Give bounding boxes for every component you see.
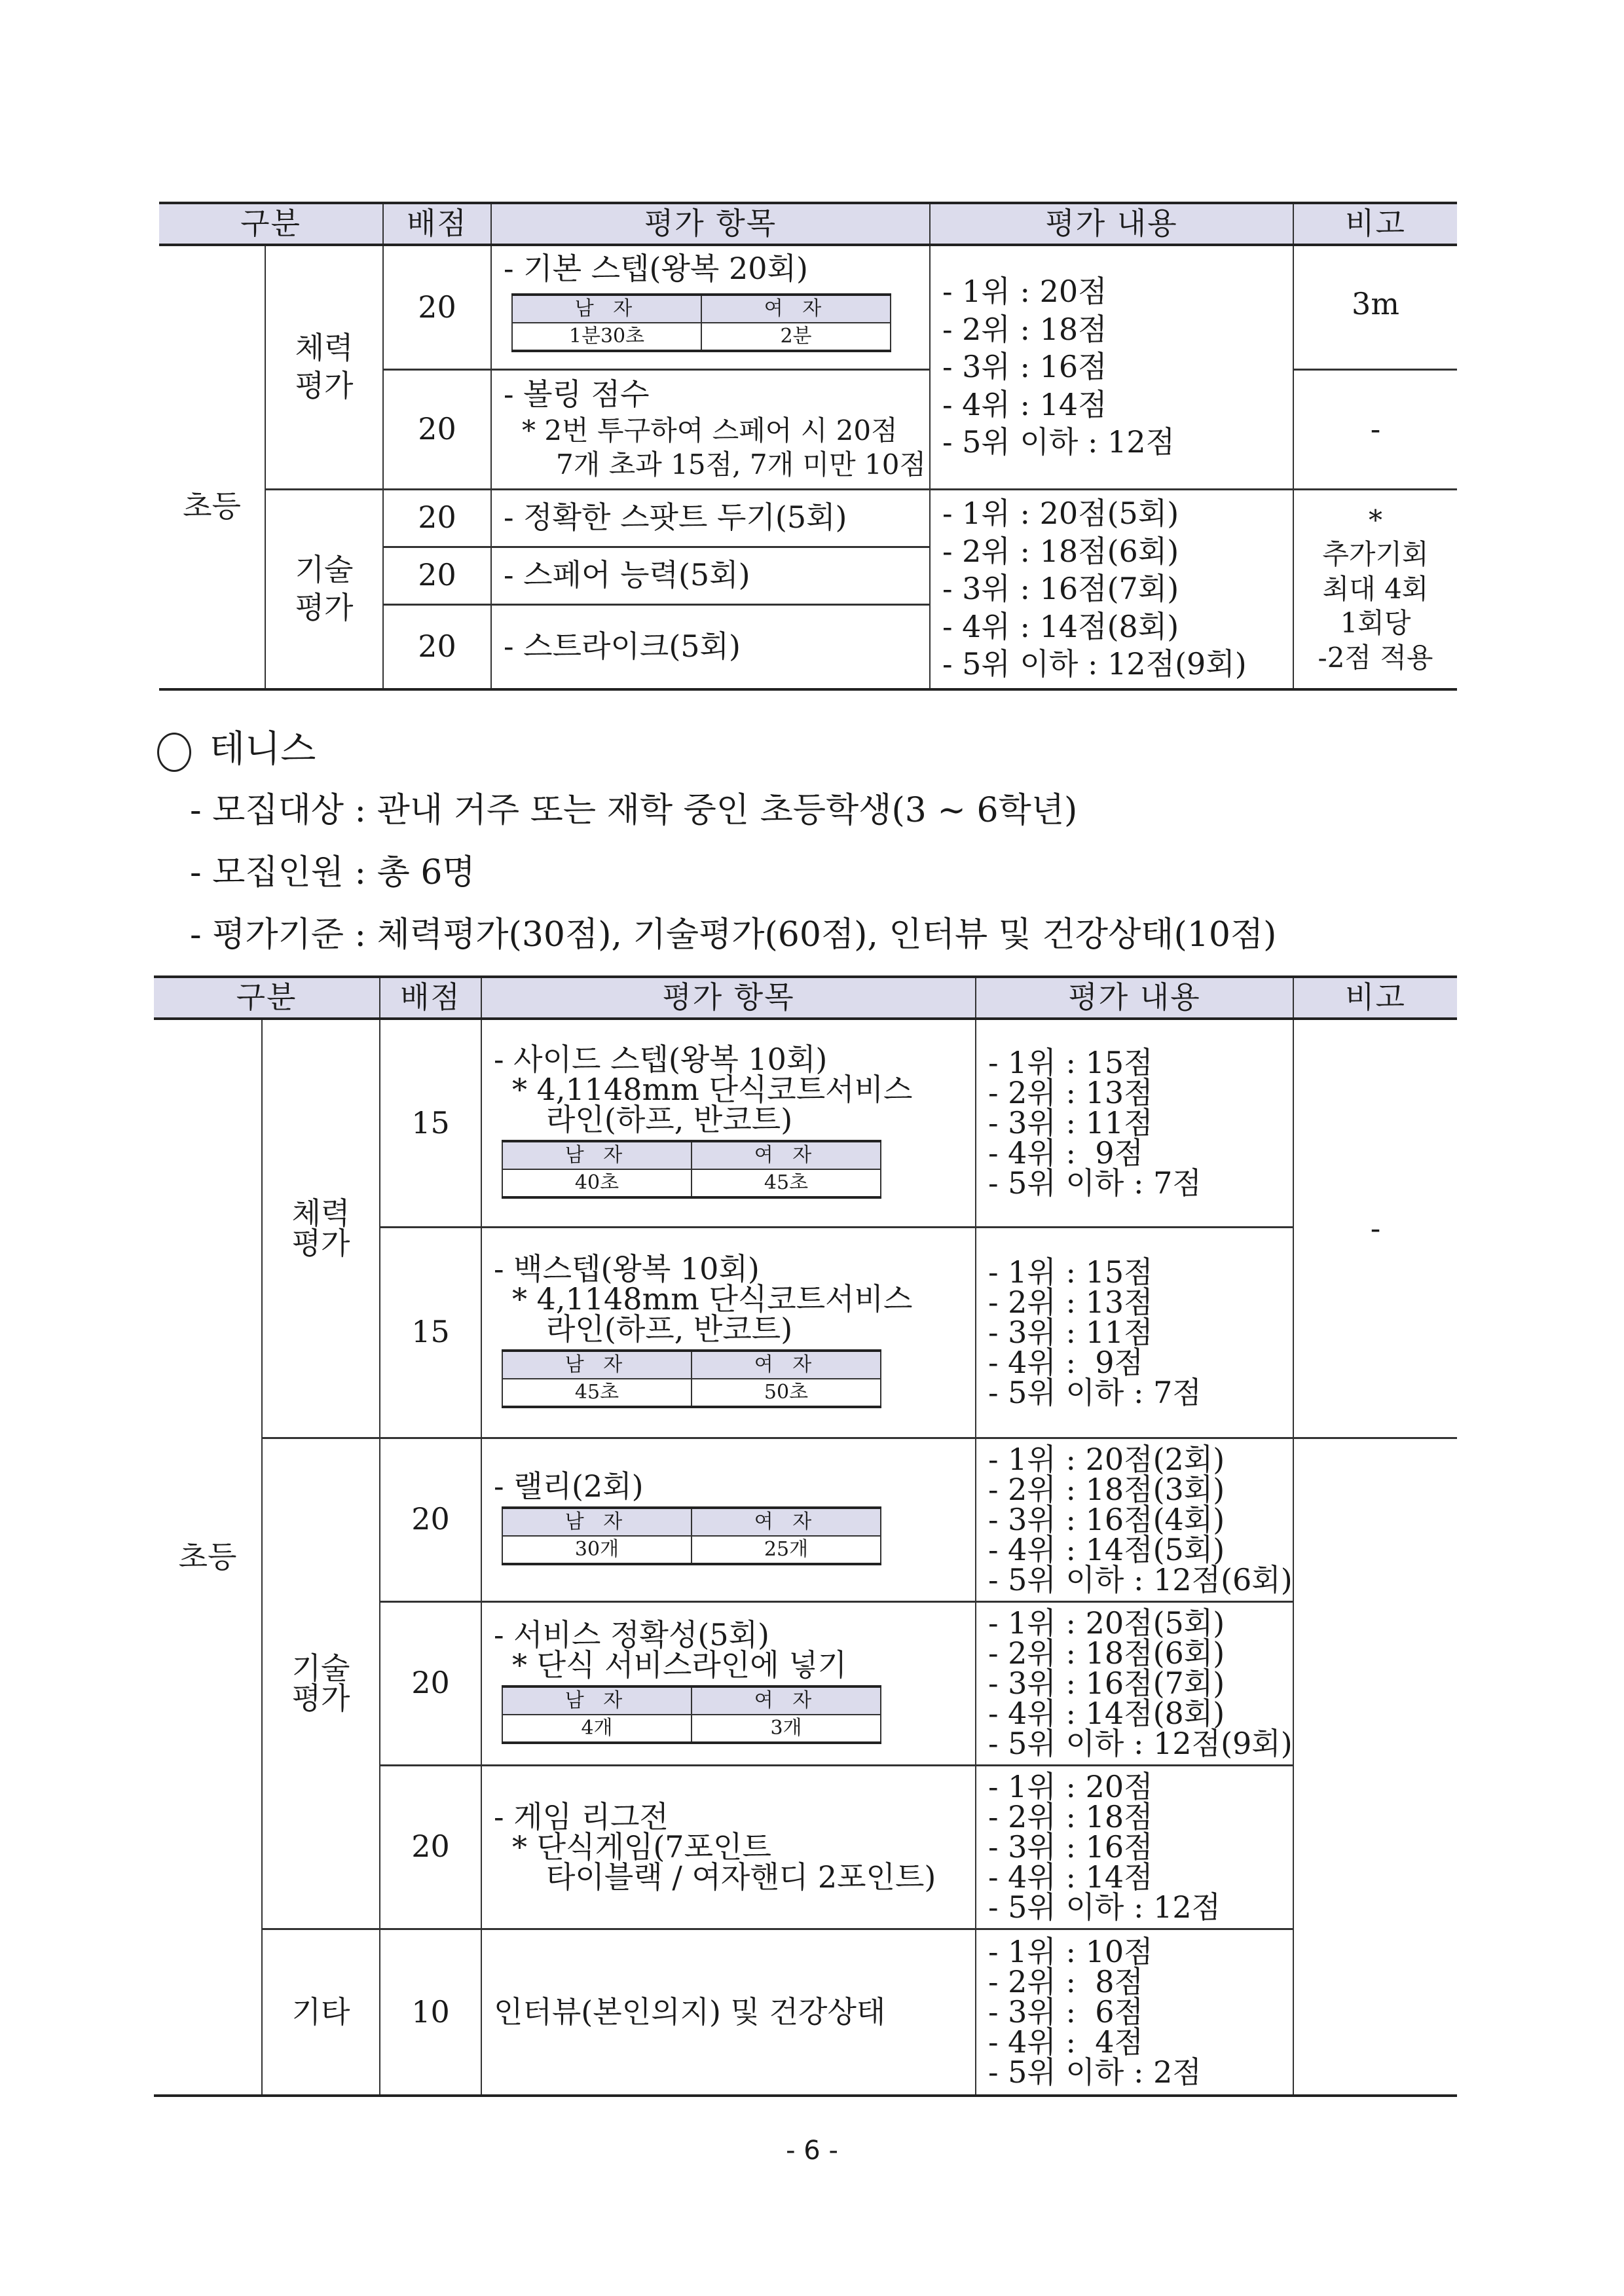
remarks-cell: * 추가기회 최대 4회 1회당 -2점 적용 xyxy=(1293,489,1457,689)
ranking-cell: - 1위 : 15점 - 2위 : 13점 - 3위 : 11점 - 4위 : 9점 - 5위 이하 : 7점 xyxy=(976,1227,1293,1438)
female-header: 여 자 xyxy=(692,1686,881,1715)
group-label-technique: 기술 평가 xyxy=(265,489,383,689)
item-cell: - 사이드 스텝(왕복 10회) * 4,1148mm 단식코트서비스 라인(하프, 반코트) 남 자 여 자 40초 45초 xyxy=(481,1019,976,1227)
female-value: 25개 xyxy=(692,1536,881,1564)
female-value: 3개 xyxy=(692,1715,881,1743)
header-category: 구분 xyxy=(154,977,380,1019)
evaluation-criteria: - 평가기준 : 체력평가(30점), 기술평가(60점), 인터뷰 및 건강상태(10점) xyxy=(190,915,1277,955)
male-header: 남 자 xyxy=(502,1351,692,1379)
level-label: 초등 xyxy=(154,1019,262,2096)
group-label-technique: 기술 평가 xyxy=(262,1438,380,1929)
group-label-etc: 기타 xyxy=(262,1929,380,2096)
male-value: 30개 xyxy=(502,1536,692,1564)
ranking-cell: - 1위 : 20점 - 2위 : 18점 - 3위 : 16점 - 4위 : 14점 - 5위 이하 : 12점 xyxy=(930,245,1293,489)
section-title-tennis: 테니스 xyxy=(157,720,316,773)
header-remarks: 비고 xyxy=(1293,203,1457,245)
item-cell: - 서비스 정확성(5회) * 단식 서비스라인에 넣기 남 자 여 자 4개 3개 xyxy=(481,1601,976,1765)
recruit-count: - 모집인원 : 총 6명 xyxy=(190,853,475,892)
recruit-target: - 모집대상 : 관내 거주 또는 재학 중인 초등학생(3 ~ 6학년) xyxy=(190,791,1078,830)
table-header-row xyxy=(154,977,1457,1019)
group-label-fitness: 체력 평가 xyxy=(265,245,383,489)
male-header: 남 자 xyxy=(502,1508,692,1536)
gender-criteria-table xyxy=(502,1349,881,1408)
table-row xyxy=(159,489,1457,547)
item-cell: 인터뷰(본인의지) 및 건강상태 xyxy=(481,1929,976,2096)
female-value: 50초 xyxy=(692,1379,881,1407)
remarks-cell xyxy=(1293,1438,1457,2096)
table-row xyxy=(154,1929,1457,2096)
female-header: 여 자 xyxy=(692,1141,881,1169)
score-cell: 20 xyxy=(380,1601,481,1765)
header-content: 평가 내용 xyxy=(976,977,1293,1019)
male-header: 남 자 xyxy=(502,1141,692,1169)
score-cell: 10 xyxy=(380,1929,481,2096)
remarks-cell: - xyxy=(1293,1019,1457,1438)
remarks-cell: 3m xyxy=(1293,245,1457,369)
male-value: 1분30초 xyxy=(512,323,701,351)
ranking-cell: - 1위 : 20점(5회) - 2위 : 18점(6회) - 3위 : 16점(7회) - 4위 : 14점(8회) - 5위 이하 : 12점(9회) xyxy=(976,1601,1293,1765)
header-item: 평가 항목 xyxy=(481,977,976,1019)
female-value: 2분 xyxy=(701,323,891,351)
female-value: 45초 xyxy=(692,1169,881,1197)
score-cell: 15 xyxy=(380,1227,481,1438)
score-cell: 20 xyxy=(380,1438,481,1601)
gender-criteria-table xyxy=(502,1685,881,1744)
header-content: 평가 내용 xyxy=(930,203,1293,245)
item-cell: - 볼링 점수 * 2번 투구하여 스페어 시 20점 7개 초과 15점, 7개 미만 10점 xyxy=(491,369,930,489)
header-score: 배점 xyxy=(380,977,481,1019)
score-cell: 20 xyxy=(383,245,491,369)
female-header: 여 자 xyxy=(692,1351,881,1379)
page-number: - 6 - xyxy=(786,2136,838,2166)
male-value: 45초 xyxy=(502,1379,692,1407)
male-header: 남 자 xyxy=(502,1686,692,1715)
tennis-evaluation-table xyxy=(154,975,1457,2097)
item-cell: - 백스텝(왕복 10회) * 4,1148mm 단식코트서비스 라인(하프, 반코트) 남 자 여 자 45초 50초 xyxy=(481,1227,976,1438)
table-row xyxy=(154,1438,1457,1601)
female-header: 여 자 xyxy=(692,1508,881,1536)
table-row xyxy=(154,1019,1457,1227)
gender-criteria-table xyxy=(502,1140,881,1199)
header-score: 배점 xyxy=(383,203,491,245)
item-cell: - 정확한 스팟트 두기(5회) xyxy=(491,489,930,547)
ranking-cell: - 1위 : 15점 - 2위 : 13점 - 3위 : 11점 - 4위 : 9점 - 5위 이하 : 7점 xyxy=(976,1019,1293,1227)
remarks-cell: - xyxy=(1293,369,1457,489)
female-header: 여 자 xyxy=(701,295,891,323)
item-cell: - 게임 리그전 * 단식게임(7포인트 타이블랙 / 여자핸디 2포인트) xyxy=(481,1765,976,1929)
item-cell: - 기본 스텝(왕복 20회) 남 자 여 자 1분30초 2분 xyxy=(491,245,930,369)
gender-criteria-table xyxy=(502,1506,881,1565)
header-item: 평가 항목 xyxy=(491,203,930,245)
male-value: 40초 xyxy=(502,1169,692,1197)
score-cell: 20 xyxy=(383,604,491,689)
item-cell: - 랠리(2회) 남 자 여 자 30개 25개 xyxy=(481,1438,976,1601)
header-remarks: 비고 xyxy=(1293,977,1457,1019)
gender-criteria-table xyxy=(511,293,891,352)
group-label-fitness: 체력 평가 xyxy=(262,1019,380,1438)
score-cell: 15 xyxy=(380,1019,481,1227)
table-header-row xyxy=(159,203,1457,245)
item-cell: - 스페어 능력(5회) xyxy=(491,547,930,604)
male-value: 4개 xyxy=(502,1715,692,1743)
item-cell: - 스트라이크(5회) xyxy=(491,604,930,689)
score-cell: 20 xyxy=(383,547,491,604)
score-cell: 20 xyxy=(383,489,491,547)
score-cell: 20 xyxy=(380,1765,481,1929)
ranking-cell: - 1위 : 10점 - 2위 : 8점 - 3위 : 6점 - 4위 : 4점 - 5위 이하 : 2점 xyxy=(976,1929,1293,2096)
table-row xyxy=(159,245,1457,369)
ranking-cell: - 1위 : 20점 - 2위 : 18점 - 3위 : 16점 - 4위 : 14점 - 5위 이하 : 12점 xyxy=(976,1765,1293,1929)
level-label: 초등 xyxy=(159,245,265,689)
male-header: 남 자 xyxy=(512,295,701,323)
header-category: 구분 xyxy=(159,203,383,245)
ranking-cell: - 1위 : 20점(5회) - 2위 : 18점(6회) - 3위 : 16점(7회) - 4위 : 14점(8회) - 5위 이하 : 12점(9회) xyxy=(930,489,1293,689)
circle-bullet-icon xyxy=(157,733,191,772)
ranking-cell: - 1위 : 20점(2회) - 2위 : 18점(3회) - 3위 : 16점(4회) - 4위 : 14점(5회) - 5위 이하 : 12점(6회) xyxy=(976,1438,1293,1601)
score-cell: 20 xyxy=(383,369,491,489)
bowling-evaluation-table xyxy=(159,202,1457,691)
